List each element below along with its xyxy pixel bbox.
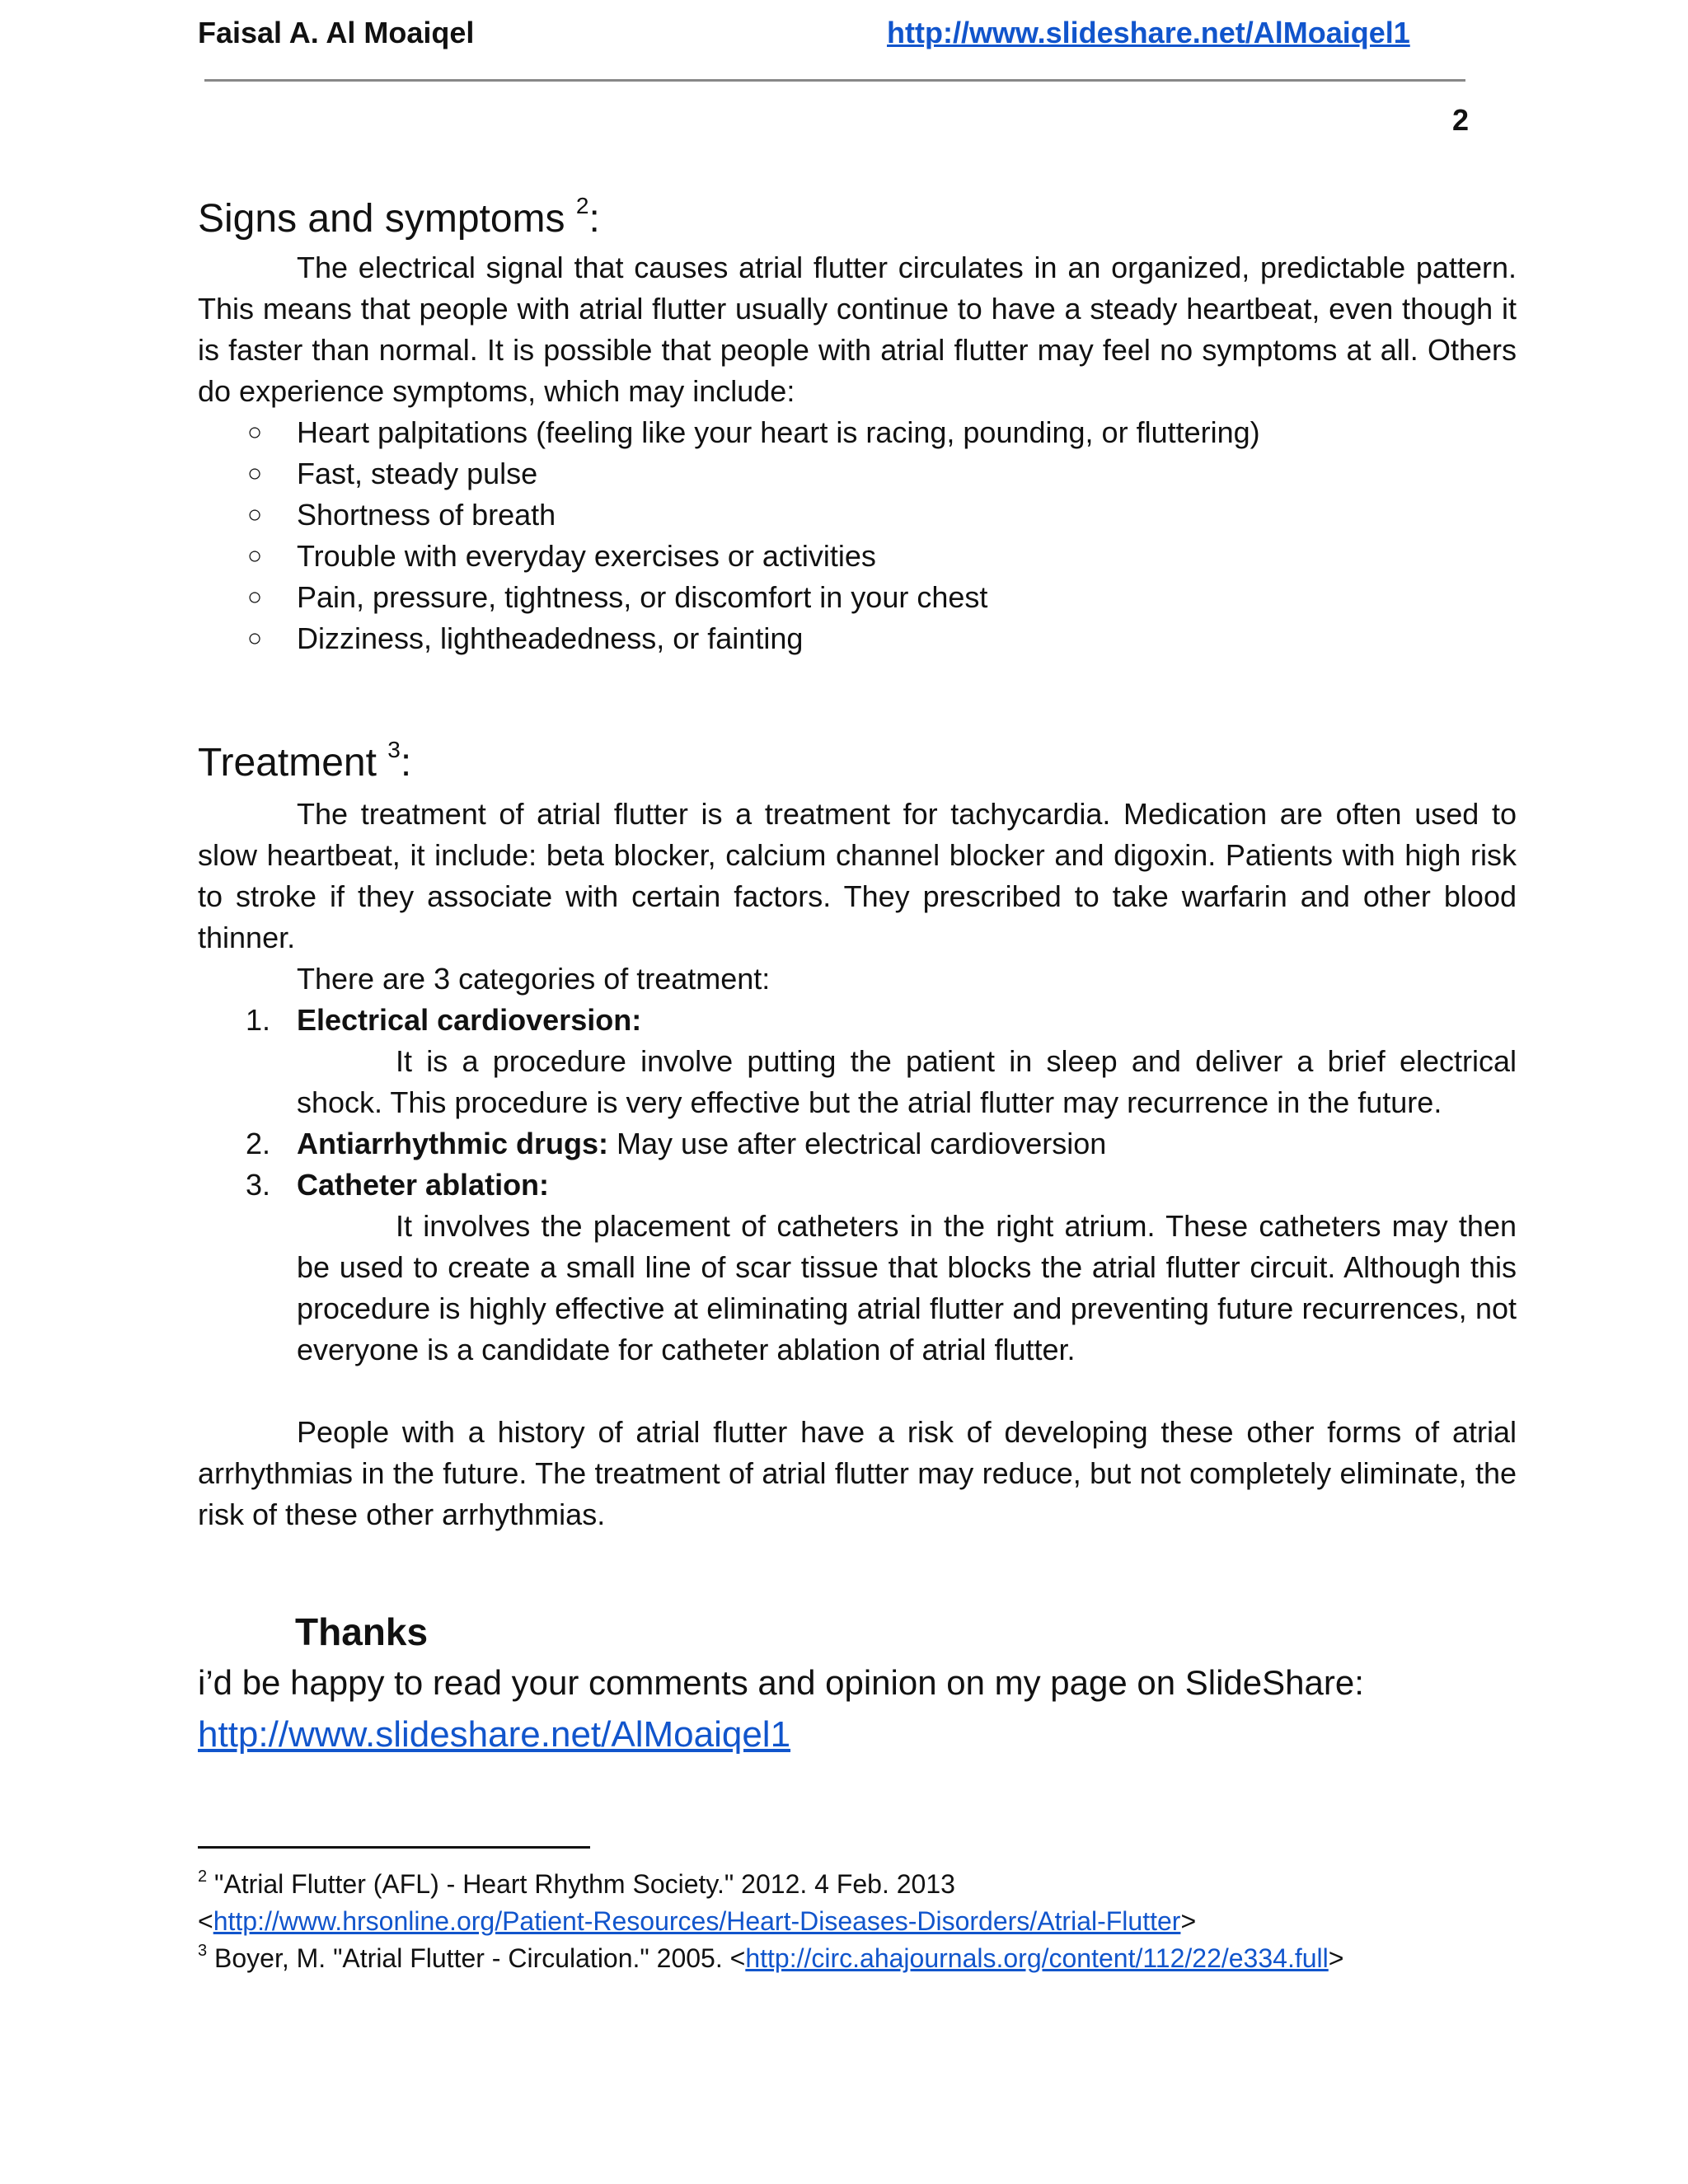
bullet-icon: ○	[247, 419, 263, 446]
footnotes	[198, 1846, 1517, 1977]
list-item	[198, 494, 1517, 536]
symptom-text: Pain, pressure, tightness, or discomfort in your chest	[297, 580, 988, 614]
bullet-icon: ○	[247, 625, 263, 652]
footnote-bracket-close: >	[1180, 1906, 1197, 1936]
footnote-bracket-open: <	[198, 1906, 213, 1936]
header-author: Faisal A. Al Moaiqel	[198, 16, 475, 49]
thanks-title: Thanks	[295, 1610, 429, 1653]
header-slideshare-link[interactable]: http://www.slideshare.net/AlMoaiqel1	[887, 16, 1410, 49]
symptom-list	[198, 412, 1517, 659]
page-number: 2	[1451, 103, 1469, 137]
footnote-bracket-close: >	[1328, 1943, 1344, 1973]
list-item	[198, 618, 1517, 659]
symptom-text: Fast, steady pulse	[297, 457, 538, 490]
treatment-heading-text: Treatment	[198, 741, 388, 785]
treatment-heading-colon: :	[400, 741, 412, 785]
list-item	[198, 577, 1517, 618]
symptom-text: Dizziness, lightheadedness, or fainting	[297, 621, 804, 655]
list-item	[198, 412, 1517, 453]
symptom-text: Trouble with everyday exercises or activities	[297, 539, 876, 573]
treatment-section	[198, 794, 1517, 1535]
bullet-icon: ○	[247, 542, 263, 569]
footnote-continuation	[198, 1903, 1517, 1940]
treatment-desc: It is a procedure involve putting the patient in sleep and deliver a brief electrical shock. This procedure is very effective but the atrial flutter may recurrence in the future.	[297, 1044, 1517, 1119]
list-number: 2.	[246, 1127, 271, 1160]
signs-heading-text: Signs and symptoms	[198, 197, 576, 241]
symptom-text: Shortness of breath	[297, 498, 556, 532]
treatment-desc: It involves the placement of catheters in the right atrium. These catheters may then be used to create a small line of scar tissue that blocks the atrial flutter circuit. Although this procedure is highly effective at eliminating atrial flutter and preventing future recurrences, not everyone is a candidate for catheter ablation of atrial flutter.	[297, 1209, 1517, 1366]
footnote-link[interactable]: http://circ.ahajournals.org/content/112/22/e334.full	[745, 1943, 1329, 1973]
treatment-categories-line: There are 3 categories of treatment:	[297, 962, 771, 996]
treatment-list	[198, 1000, 1517, 1371]
treatment-title: Electrical cardioversion:	[297, 1003, 642, 1037]
signs-footnote-ref[interactable]: 2	[575, 193, 589, 218]
bullet-icon: ○	[247, 583, 263, 611]
treatment-heading	[198, 738, 411, 788]
treatment-inline: May use after electrical cardioversion	[608, 1127, 1107, 1160]
footnote-number: 2	[198, 1868, 208, 1886]
list-item	[198, 1123, 1517, 1165]
treatment-title: Antiarrhythmic drugs:	[297, 1127, 609, 1160]
footnote-number: 3	[198, 1942, 208, 1960]
footnote-link[interactable]: http://www.hrsonline.org/Patient-Resources/Heart-Diseases-Disorders/Atrial-Flutter	[213, 1906, 1181, 1936]
treatment-title: Catheter ablation:	[297, 1168, 550, 1202]
footnote	[198, 1866, 1517, 1903]
bullet-icon: ○	[247, 460, 263, 487]
signs-intro: The electrical signal that causes atrial flutter circulates in an organized, predictable pattern. This means that people with atrial flutter usually continue to have a steady heartbeat, even though it is faster than normal. It is possible that people with atrial flutter may feel no symptoms at all. Others do experience symptoms, which may include:	[198, 251, 1517, 408]
treatment-intro: The treatment of atrial flutter is a treatment for tachycardia. Medication are often used to slow heartbeat, it include: beta blocker, calcium channel blocker and digoxin. Patients with high risk to stroke if they associate with certain factors. They prescribed to take warfarin and other blood thinner.	[198, 797, 1517, 954]
treatment-closing: People with a history of atrial flutter have a risk of developing these other forms of atrial arrhythmias in the future. The treatment of atrial flutter may reduce, but not completely eliminate, the risk of these other arrhythmias.	[198, 1415, 1517, 1531]
thanks-slideshare-link[interactable]: http://www.slideshare.net/AlMoaiqel1	[198, 1714, 791, 1755]
symptom-text: Heart palpitations (feeling like your heart is racing, pounding, or fluttering)	[297, 415, 1260, 449]
list-number: 1.	[246, 1003, 271, 1037]
footnote	[198, 1940, 1517, 1977]
header-divider	[204, 79, 1465, 82]
list-item	[198, 1000, 1517, 1123]
bullet-icon: ○	[247, 501, 263, 528]
signs-section	[198, 247, 1517, 659]
list-item	[198, 1165, 1517, 1371]
treatment-footnote-ref[interactable]: 3	[387, 737, 401, 762]
list-number: 3.	[246, 1168, 271, 1202]
footnote-text: Boyer, M. "Atrial Flutter - Circulation." 2005. <	[207, 1943, 746, 1973]
footnote-text: "Atrial Flutter (AFL) - Heart Rhythm Society." 2012. 4 Feb. 2013	[207, 1869, 955, 1899]
list-item	[198, 453, 1517, 494]
thanks-line: i’d be happy to read your comments and opinion on my page on SlideShare:	[198, 1663, 1364, 1702]
signs-heading	[198, 194, 600, 244]
list-item	[198, 536, 1517, 577]
signs-heading-colon: :	[588, 197, 600, 241]
